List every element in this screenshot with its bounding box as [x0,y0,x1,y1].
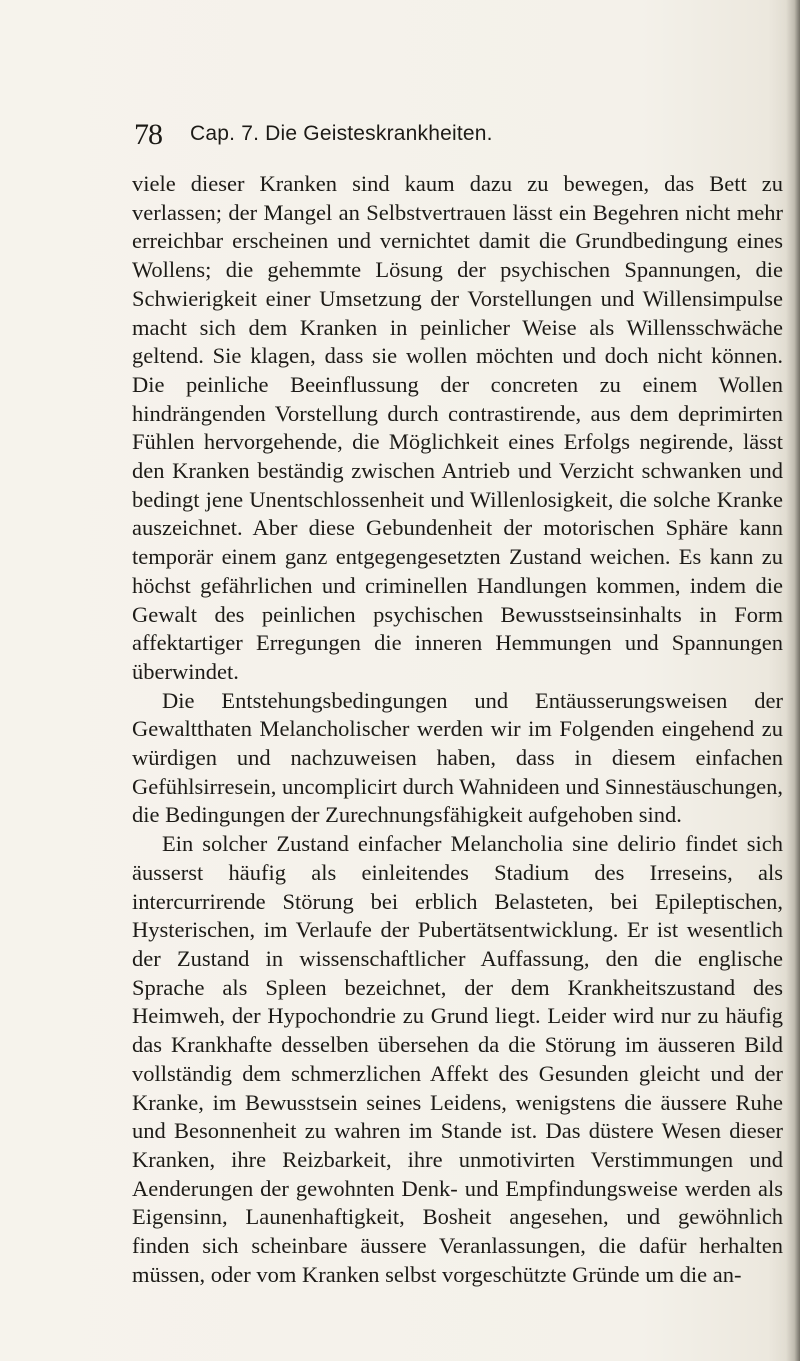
page-edge-shadow [786,0,800,1361]
paragraph-3: Ein solcher Zustand einfacher Melancholia sine delirio findet sich äusserst häufig als einleitendes Stadium des Irreseins, als intercurrirende Störung bei erblich Belasteten, bei Epileptischen, Hysterischen, im Verlaufe der Pubertätsentwicklung. Er ist wesentlich der Zustand in wissenschaftlicher Auffassung, den die englische Sprache als Spleen bezeichnet, der dem Krankheitszustand des Heimweh, der Hypochondrie zu Grund liegt. Leider wird nur zu häufig das Krankhafte desselben übersehen da die Störung im äusseren Bild vollständig dem schmerzlichen Affekt des Gesunden gleicht und der Kranke, im Bewusstsein seines Leidens, wenigstens die äussere Ruhe und Besonnenheit zu wahren im Stande ist. Das düstere Wesen dieser Kranken, ihre Reizbarkeit, ihre unmotivirten Verstimmungen und Aenderungen der gewohnten Denk- und Empfindungsweise werden als Eigensinn, Launenhaftigkeit, Bosheit angesehen, und gewöhnlich finden sich scheinbare äussere Veranlassungen, die dafür herhalten müssen, oder vom Kranken selbst vorgeschützte Gründe um die an- [132,831,783,1287]
paragraph-1: viele dieser Kranken sind kaum dazu zu bewegen, das Bett zu verlassen; der Mangel an Selbstvertrauen lässt ein Begehren nicht mehr erreichbar erscheinen und vernichtet damit die Grundbedingung eines Wollens; die gehemmte Lösung der psychischen Spannungen, die Schwierigkeit einer Umsetzung der Vorstellungen und Willensimpulse macht sich dem Kranken in peinlicher Weise als Willensschwäche geltend. Sie klagen, dass sie wollen möchten und doch nicht können. Die peinliche Beeinflussung der concreten zu einem Wollen hindrängenden Vorstellung durch contrastirende, aus dem deprimirten Fühlen hervorgehende, die Möglichkeit eines Erfolgs negirende, lässt den Kranken beständig zwischen Antrieb und Verzicht schwanken und bedingt jene Unentschlossenheit und Willenlosigkeit, die solche Kranke auszeichnet. Aber diese Gebundenheit der motorischen Sphäre kann temporär einem ganz entgegengesetzten Zustand weichen. Es kann zu höchst gefährlichen und criminellen Handlungen kommen, indem die Gewalt des peinlichen psychischen Bewusstseinsinhalts in Form affektartiger Erregungen die inneren Hemmungen und Spannungen überwindet. [132,171,783,684]
page-header [134,116,734,156]
page-number: 78 [134,118,162,151]
paragraph-2: Die Entstehungsbedingungen und Entäusserungsweisen der Gewaltthaten Melancholischer werden wir im Folgenden eingehend zu würdigen und nachzuweisen haben, dass in diesem einfachen Gefühlsirresein, uncomplicirt durch Wahnideen und Sinnestäuschungen, die Bedingungen der Zurechnungsfähigkeit aufgehoben sind. [132,687,783,828]
body-text [132,170,783,1289]
running-head: Cap. 7. Die Geisteskrankheiten. [190,122,493,145]
